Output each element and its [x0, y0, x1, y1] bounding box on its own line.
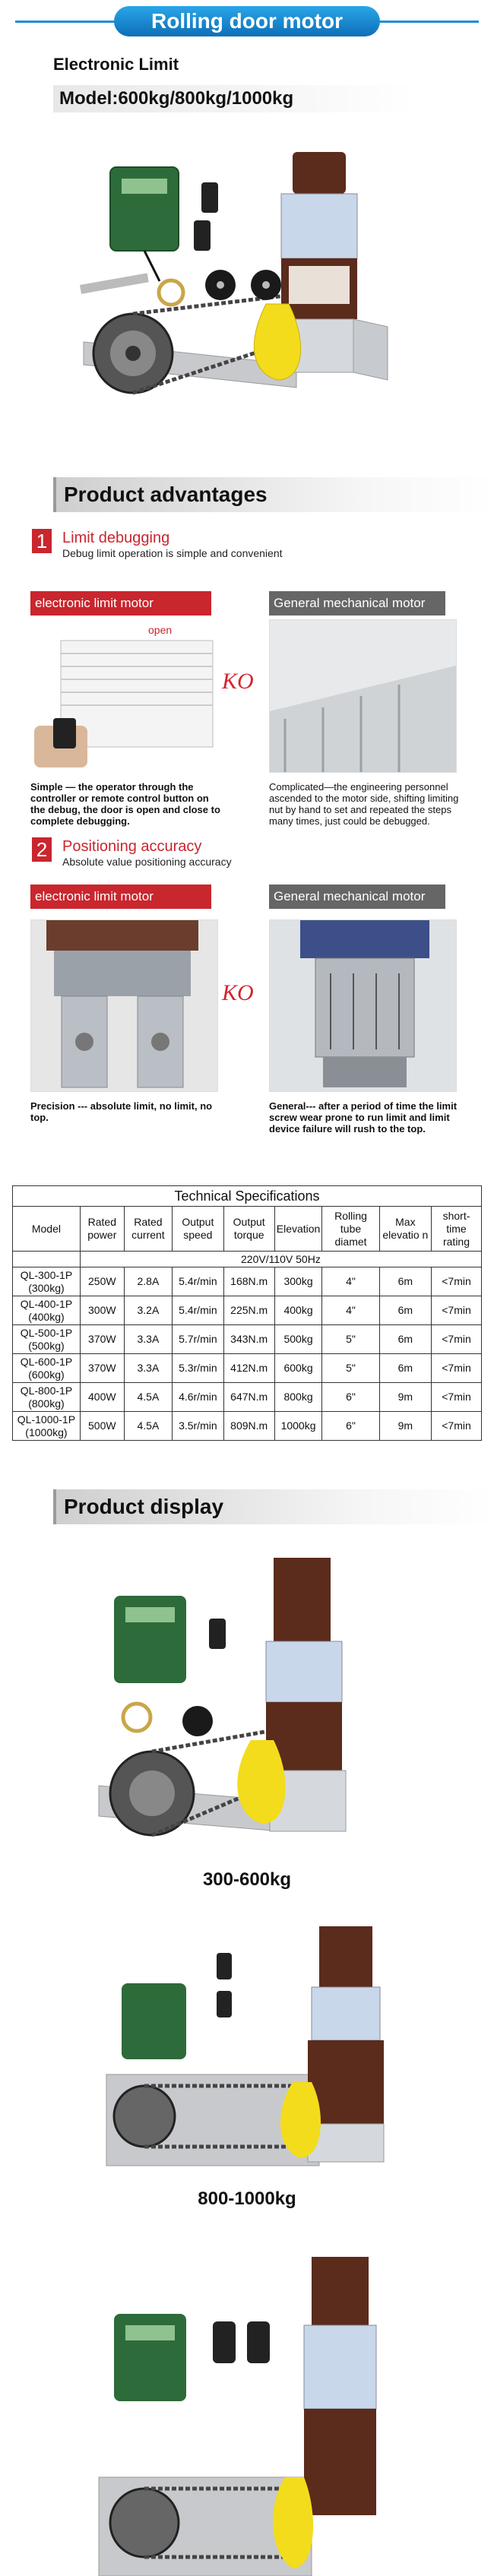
spec-cell: QL-300-1P (300kg): [13, 1267, 81, 1296]
electronic-limit-image-2: [30, 919, 218, 1092]
spec-row: [13, 1267, 482, 1296]
spec-header-cell: Model: [13, 1207, 81, 1252]
spec-cell: 647N.m: [223, 1383, 274, 1412]
spec-cell: 5.3r/min: [173, 1354, 224, 1383]
motor-icon: [312, 2257, 369, 2325]
spec-header-cell: Rolling tube diamet: [322, 1207, 379, 1252]
spec-cell: 9m: [379, 1412, 431, 1441]
motor-icon: [274, 1558, 331, 1641]
spec-header-cell: Elevation: [274, 1207, 322, 1252]
spec-cell: 3.3A: [124, 1354, 172, 1383]
spec-cell: 300kg: [274, 1267, 322, 1296]
remote-icon: [217, 1953, 232, 1979]
spec-header-cell: Output torque: [223, 1207, 274, 1252]
display-label-1: 300-600kg: [202, 1869, 292, 1890]
spec-cell: 6": [322, 1383, 379, 1412]
caption-mechanical-2: General--- after a period of time the limit screw wear prone to run limit and limit device failure will rush to the top.: [269, 1100, 458, 1135]
ko-label-2: KO: [222, 980, 254, 1005]
spec-cell: <7min: [432, 1267, 482, 1296]
spec-cell: 225N.m: [223, 1296, 274, 1325]
spec-cell: 4.5A: [124, 1383, 172, 1412]
model-bar: Model:600kg/800kg/1000kg: [53, 85, 416, 112]
spec-cell: QL-400-1P (400kg): [13, 1296, 81, 1325]
spec-table-title: Technical Specifications: [13, 1186, 482, 1207]
feature-title-2: Positioning accuracy: [62, 838, 202, 855]
spec-cell: 400kg: [274, 1296, 322, 1325]
motor-icon: [319, 1926, 372, 1987]
spec-cell: 1000kg: [274, 1412, 322, 1441]
spec-cell: 9m: [379, 1383, 431, 1412]
spec-cell: 370W: [80, 1354, 124, 1383]
remote-icon: [213, 2321, 236, 2363]
spec-cell: 4": [322, 1296, 379, 1325]
spec-cell: 500W: [80, 1412, 124, 1441]
spec-header-cell: Max elevatio n: [379, 1207, 431, 1252]
caption-electronic-2: Precision --- absolute limit, no limit, no top.: [30, 1100, 213, 1123]
spec-cell: 6m: [379, 1354, 431, 1383]
sprocket-icon: [93, 314, 173, 393]
feature-desc-2: Absolute value positioning accuracy: [62, 856, 232, 868]
spec-cell: 809N.m: [223, 1412, 274, 1441]
garage-interior-icon: [270, 620, 456, 772]
spec-cell: 4.5A: [124, 1412, 172, 1441]
spec-cell: QL-1000-1P (1000kg): [13, 1412, 81, 1441]
limit-switch-closeup-icon: [31, 920, 217, 1091]
ko-label-1: KO: [222, 669, 254, 694]
caption-electronic-1: Simple — the operator through the controller or remote control button on the debug, the door is open and close to complete debugging.: [30, 781, 220, 827]
display-image-2: [91, 1923, 418, 2173]
mechanical-image-1: [269, 619, 457, 773]
feature-number-2: 2: [32, 837, 52, 862]
spec-cell: 5.4r/min: [173, 1296, 224, 1325]
open-label: open: [148, 624, 173, 636]
tag-mechanical-2: General mechanical motor: [269, 885, 445, 909]
tag-mechanical-1: General mechanical motor: [269, 591, 445, 616]
spec-cell: 6m: [379, 1325, 431, 1354]
spec-cell: 2.8A: [124, 1267, 172, 1296]
advantages-heading: Product advantages: [53, 477, 494, 512]
spec-cell: QL-500-1P (500kg): [13, 1325, 81, 1354]
shutter-door-icon: [30, 619, 217, 771]
subtitle: Electronic Limit: [53, 55, 179, 74]
remote-icon: [209, 1619, 226, 1649]
spec-cell: <7min: [432, 1383, 482, 1412]
spec-cell: 168N.m: [223, 1267, 274, 1296]
spec-cell: QL-600-1P (600kg): [13, 1354, 81, 1383]
spec-cell: 3.2A: [124, 1296, 172, 1325]
spec-cell: 412N.m: [223, 1354, 274, 1383]
spec-row: [13, 1412, 482, 1441]
spec-cell: 370W: [80, 1325, 124, 1354]
spec-cell: 800kg: [274, 1383, 322, 1412]
spec-cell: 4": [322, 1267, 379, 1296]
spec-cell: 250W: [80, 1267, 124, 1296]
spec-cell: <7min: [432, 1412, 482, 1441]
feature-number-1: 1: [32, 529, 52, 553]
electronic-limit-image-1: [30, 619, 217, 771]
spec-cell: <7min: [432, 1354, 482, 1383]
spec-cell: 6m: [379, 1296, 431, 1325]
display-image-1: [84, 1543, 418, 1862]
display-image-3: [84, 2249, 418, 2576]
caption-mechanical-1: Complicated—the engineering personnel ascended to the motor side, shifting limiting nut by hand to set and repeated the steps many times, just could be debugged.: [269, 781, 459, 827]
spec-cell: 400W: [80, 1383, 124, 1412]
spec-row: [13, 1325, 482, 1354]
spec-cell: 5.4r/min: [173, 1267, 224, 1296]
spec-cell: 500kg: [274, 1325, 322, 1354]
spec-cell: 4.6r/min: [173, 1383, 224, 1412]
spec-cell: 5": [322, 1354, 379, 1383]
spec-cell: QL-800-1P (800kg): [13, 1383, 81, 1412]
control-box-icon: [122, 1983, 186, 2059]
spec-cell: 600kg: [274, 1354, 322, 1383]
spec-cell: 3.3A: [124, 1325, 172, 1354]
spec-cell: 5": [322, 1325, 379, 1354]
mechanical-image-2: [269, 919, 457, 1092]
spec-cell: 300W: [80, 1296, 124, 1325]
tag-electronic-limit-2: electronic limit motor: [30, 885, 211, 909]
spec-cell: 3.5r/min: [173, 1412, 224, 1441]
spec-cell: 6m: [379, 1267, 431, 1296]
spec-row: [13, 1296, 482, 1325]
spec-header-cell: Rated power: [80, 1207, 124, 1252]
display-heading: Product display: [53, 1489, 494, 1524]
page-title: Rolling door motor: [114, 6, 380, 36]
spec-cell: 343N.m: [223, 1325, 274, 1354]
spec-table: [12, 1185, 482, 1441]
spec-cell: 6": [322, 1412, 379, 1441]
feature-title-1: Limit debugging: [62, 530, 170, 546]
spec-header-row: [13, 1207, 482, 1252]
spec-cell: <7min: [432, 1296, 482, 1325]
spec-header-cell: Rated current: [124, 1207, 172, 1252]
tag-electronic-limit-1: electronic limit motor: [30, 591, 211, 616]
spec-row: [13, 1383, 482, 1412]
display-label-2: 800-1000kg: [198, 2188, 296, 2209]
spec-voltage: 220V/110V 50Hz: [80, 1252, 481, 1267]
hero-product-image: [46, 137, 456, 426]
spec-header-cell: Output speed: [173, 1207, 224, 1252]
spec-cell: <7min: [432, 1325, 482, 1354]
feature-desc-1: Debug limit operation is simple and convenient: [62, 547, 283, 559]
mechanical-limit-closeup-icon: [270, 920, 456, 1091]
spec-row: [13, 1354, 482, 1383]
spec-volt-spacer: [13, 1252, 81, 1267]
spec-cell: 5.7r/min: [173, 1325, 224, 1354]
spec-header-cell: short-time rating: [432, 1207, 482, 1252]
